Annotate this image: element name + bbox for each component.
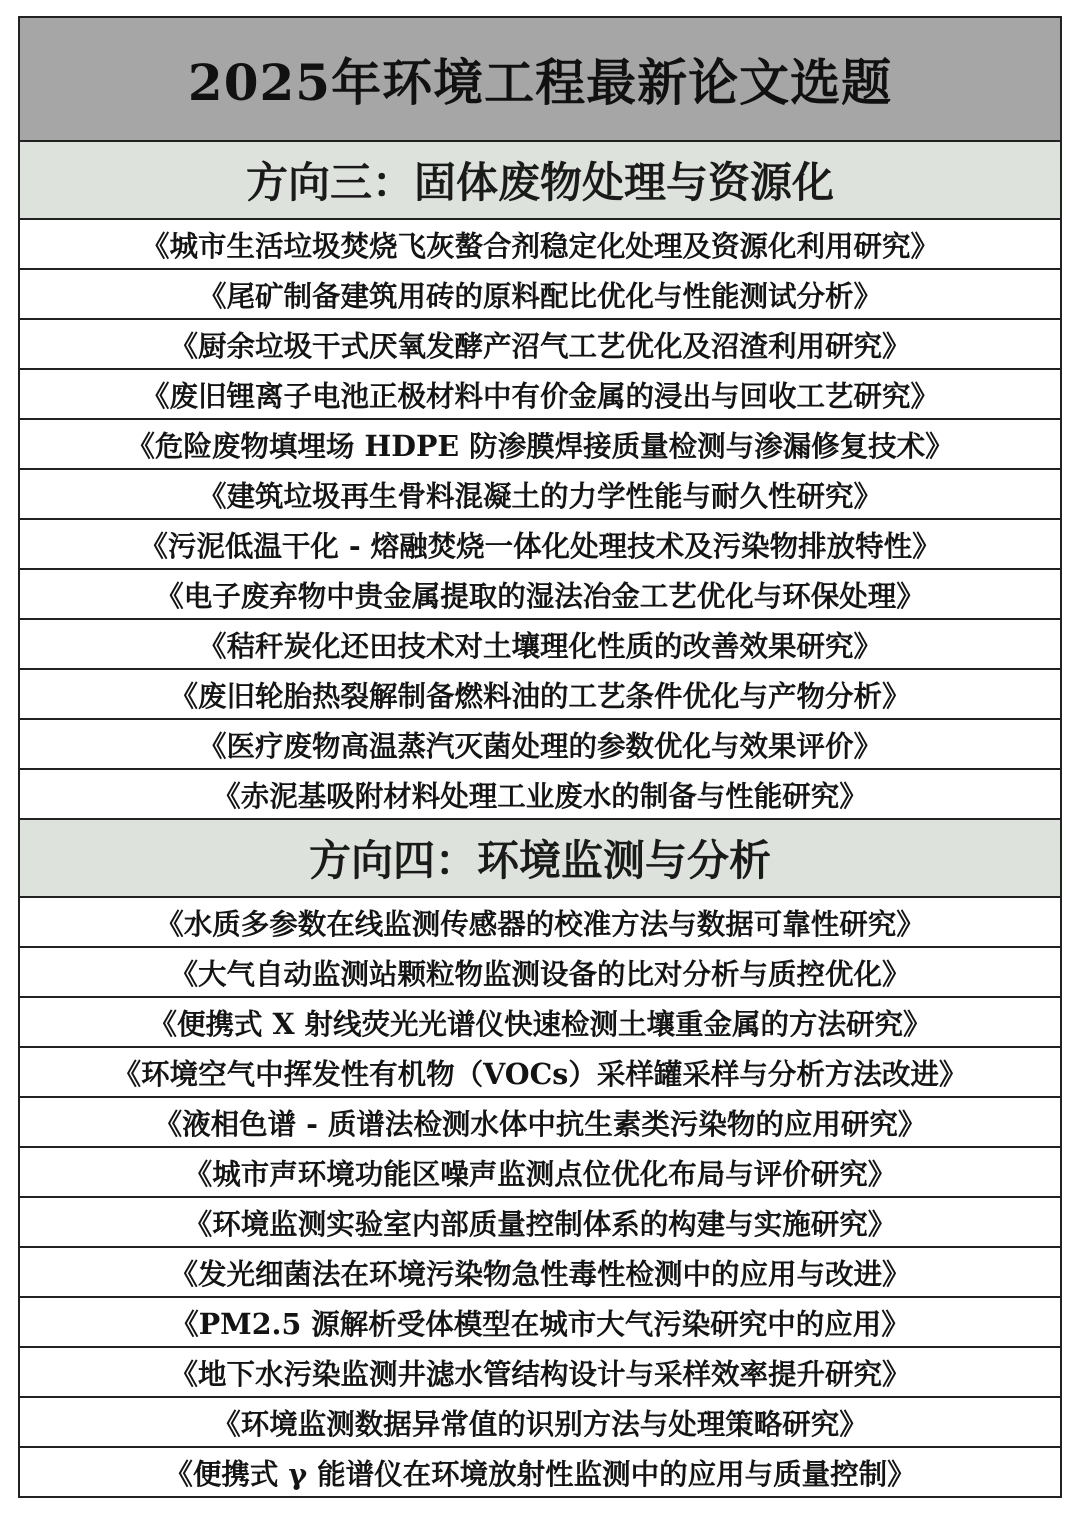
topic-list-direction-4: [20, 898, 1060, 1496]
topic-list-direction-3: [20, 220, 1060, 820]
section-heading-direction-3: 方向三：固体废物处理与资源化: [20, 142, 1060, 220]
topic-item: 《危险废物填埋场 HDPE 防渗膜焊接质量检测与渗漏修复技术》: [20, 420, 1060, 470]
topic-item: 《环境监测数据异常值的识别方法与处理策略研究》: [20, 1398, 1060, 1448]
topic-item: 《液相色谱 - 质谱法检测水体中抗生素类污染物的应用研究》: [20, 1098, 1060, 1148]
topic-item: 《便携式 γ 能谱仪在环境放射性监测中的应用与质量控制》: [164, 1456, 916, 1491]
topic-item: 《建筑垃圾再生骨料混凝土的力学性能与耐久性研究》: [20, 470, 1060, 520]
topic-item: 《废旧锂离子电池正极材料中有价金属的浸出与回收工艺研究》: [20, 370, 1060, 420]
topic-item: 《电子废弃物中贵金属提取的湿法冶金工艺优化与环保处理》: [20, 570, 1060, 620]
topic-item: 《地下水污染监测井滤水管结构设计与采样效率提升研究》: [20, 1348, 1060, 1398]
topic-item: 《环境空气中挥发性有机物（VOCs）采样罐采样与分析方法改进》: [20, 1048, 1060, 1098]
topic-item: 《便携式 X 射线荧光光谱仪快速检测土壤重金属的方法研究》: [20, 998, 1060, 1048]
topic-table: [18, 16, 1062, 1498]
topic-item: 《废旧轮胎热裂解制备燃料油的工艺条件优化与产物分析》: [20, 670, 1060, 720]
topic-item: 《PM2.5 源解析受体模型在城市大气污染研究中的应用》: [20, 1298, 1060, 1348]
topic-item: 《城市声环境功能区噪声监测点位优化布局与评价研究》: [20, 1148, 1060, 1198]
topic-item: 《城市生活垃圾焚烧飞灰螯合剂稳定化处理及资源化利用研究》: [20, 220, 1060, 270]
topic-item: 《污泥低温干化 - 熔融焚烧一体化处理技术及污染物排放特性》: [20, 520, 1060, 570]
topic-item: 《大气自动监测站颗粒物监测设备的比对分析与质控优化》: [20, 948, 1060, 998]
page-title: 2025年环境工程最新论文选题: [20, 18, 1060, 142]
topic-item: 《秸秆炭化还田技术对土壤理化性质的改善效果研究》: [20, 620, 1060, 670]
topic-item: 《厨余垃圾干式厌氧发酵产沼气工艺优化及沼渣利用研究》: [20, 320, 1060, 370]
topic-item: 《尾矿制备建筑用砖的原料配比优化与性能测试分析》: [20, 270, 1060, 320]
topic-item: 《环境监测实验室内部质量控制体系的构建与实施研究》: [20, 1198, 1060, 1248]
topic-item: 《医疗废物高温蒸汽灭菌处理的参数优化与效果评价》: [20, 720, 1060, 770]
topic-item: 《赤泥基吸附材料处理工业废水的制备与性能研究》: [20, 770, 1060, 820]
topic-item: 《水质多参数在线监测传感器的校准方法与数据可靠性研究》: [20, 898, 1060, 948]
topic-item: 《发光细菌法在环境污染物急性毒性检测中的应用与改进》: [20, 1248, 1060, 1298]
section-heading-direction-4: 方向四：环境监测与分析: [20, 820, 1060, 898]
